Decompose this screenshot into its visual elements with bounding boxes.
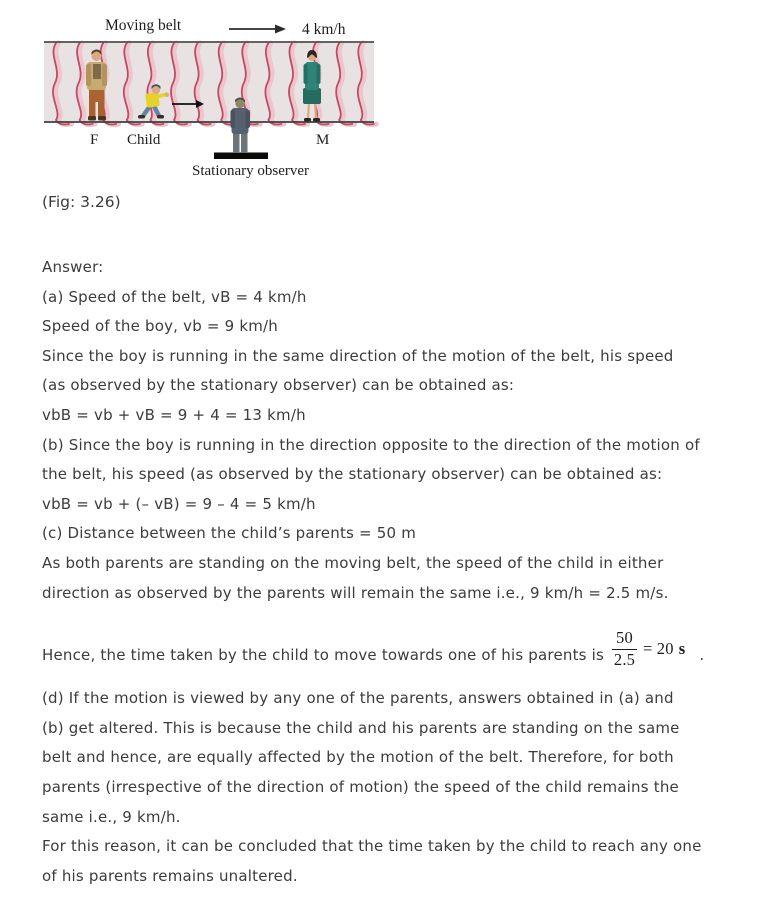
observer-label: Stationary observer — [192, 163, 310, 179]
answer-line: (b) get altered. This is because the child and his parents are standing on the same — [42, 718, 680, 737]
figure-caption: (Fig: 3.26) — [42, 193, 121, 211]
fraction-numerator: 50 — [612, 629, 637, 650]
answer-body — [42, 253, 782, 891]
answer-line: Since the boy is running in the same direction of the motion of the belt, his speed — [42, 346, 674, 365]
answer-line: (c) Distance between the child’s parents = 50 m — [42, 524, 417, 543]
child-label: Child — [127, 132, 161, 148]
answer-line: (a) Speed of the belt, vB = 4 km/h — [42, 287, 307, 306]
mother-label: M — [316, 132, 330, 148]
answer-line: of his parents remains unaltered. — [42, 866, 298, 885]
fraction-denominator: 2.5 — [613, 650, 636, 670]
hence-prefix: Hence, the time taken by the child to move towards one of his parents is — [42, 645, 605, 664]
belt-figure-svg — [0, 0, 420, 185]
belt-figure — [0, 0, 420, 185]
answer-line: direction as observed by the parents will remain the same i.e., 9 km/h = 2.5 m/s. — [42, 583, 669, 602]
fraction-unit: s — [678, 639, 686, 659]
fraction-result: = 20 — [642, 639, 674, 659]
moving-belt-label: Moving belt — [105, 17, 182, 34]
answer-line: belt and hence, are equally affected by the motion of the belt. Therefore, for both — [42, 748, 674, 767]
answer-equation: vbB = vb + vB = 9 + 4 = 13 km/h — [42, 405, 306, 424]
answer-line: the belt, his speed (as observed by the stationary observer) can be obtained as: — [42, 465, 663, 484]
answer-line: (d) If the motion is viewed by any one of the parents, answers obtained in (a) and — [42, 689, 674, 708]
fraction — [612, 629, 637, 670]
answer-line: (b) Since the boy is running in the direction opposite to the direction of the motion of — [42, 435, 700, 454]
answer-line: same i.e., 9 km/h. — [42, 807, 181, 826]
answer-line: (as observed by the stationary observer) can be obtained as: — [42, 376, 515, 395]
answer-heading: Answer: — [42, 258, 104, 276]
hence-suffix: . — [699, 645, 705, 664]
hence-line — [42, 622, 782, 670]
answer-equation: vbB = vb + (– vB) = 9 – 4 = 5 km/h — [42, 494, 316, 513]
answer-line: Speed of the boy, vb = 9 km/h — [42, 317, 278, 336]
belt-speed-label: 4 km/h — [302, 21, 346, 38]
father-label: F — [90, 132, 99, 148]
answer-line: As both parents are standing on the moving belt, the speed of the child in either — [42, 553, 664, 572]
answer-line: For this reason, it can be concluded that the time taken by the child to reach any one — [42, 837, 702, 856]
answer-line: parents (irrespective of the direction of motion) the speed of the child remains the — [42, 777, 679, 796]
belt-direction-arrow-icon — [229, 25, 286, 34]
time-fraction — [612, 629, 685, 670]
